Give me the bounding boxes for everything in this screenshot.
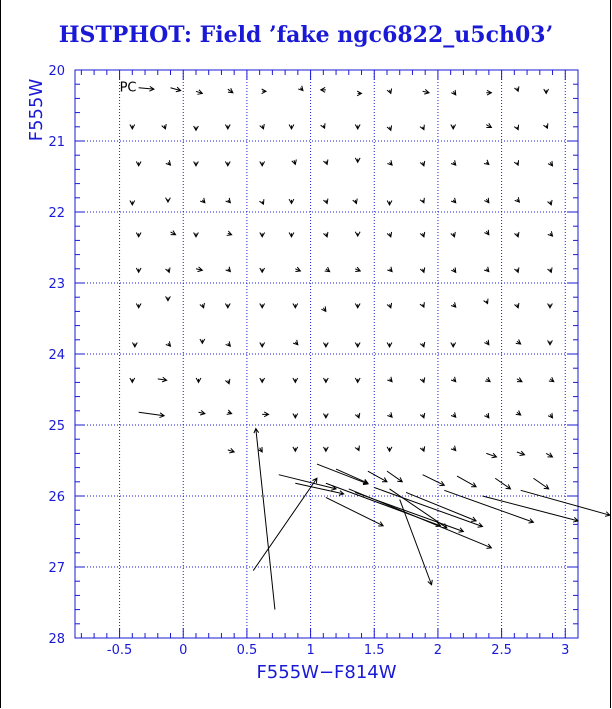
vector-arrow [368,471,387,482]
x-tick-label: 0 [179,643,188,658]
vector-arrow [548,231,553,236]
vector-arrow [517,377,522,381]
vector-arrow [451,446,456,451]
vector-arrow [548,303,553,307]
vector-arrow [387,343,392,347]
vector-arrow [136,232,141,236]
vector-arrow [484,160,489,165]
vector-arrow [543,123,547,128]
vector-arrow [514,86,519,91]
vector-arrow [514,232,519,237]
vector-arrow [336,469,368,484]
vector-arrow [136,268,141,272]
vector-arrow [196,90,202,95]
vector-arrow [457,476,476,487]
vector-arrow [260,161,265,165]
vector-arrow [484,230,489,235]
vector-arrow [484,413,489,418]
vector-arrow [387,412,392,417]
vector-arrow [387,377,392,382]
vector-arrow [321,306,326,311]
x-tick-label: 1.5 [363,643,385,658]
vector-arrow [194,161,199,165]
vector-arrow [387,88,392,93]
vector-arrow [260,343,265,347]
vector-arrow [295,267,300,271]
x-tick-label: 0.5 [236,643,258,658]
vector-arrow [533,478,548,489]
vector-arrow [289,232,294,236]
vector-arrow [420,125,424,130]
vector-arrow [495,478,510,489]
x-axis-label: F555W−F814W [256,662,397,683]
vector-arrow [262,412,268,417]
vector-arrow [136,161,141,165]
vector-arrow [387,447,392,451]
x-tick-label: 2 [433,643,443,658]
vector-arrow [516,411,521,416]
vector-arrow [293,447,298,451]
vector-arrow [323,159,328,164]
vector-arrow [420,342,425,347]
vector-arrow [548,200,553,205]
vector-arrow [420,198,424,203]
vector-arrow [130,378,135,382]
vector-arrow [420,267,425,272]
vector-arrow [451,267,456,272]
vector-arrow [357,91,361,96]
y-tick-label: 28 [48,632,65,647]
vector-arrow [548,161,553,166]
vector-arrow [514,160,518,165]
vector-arrow [260,124,265,129]
vector-arrow [259,199,263,204]
vector-arrow [323,414,328,418]
vector-arrow [451,160,456,165]
y-tick-label: 27 [48,561,65,576]
vector-arrow [355,378,360,382]
vector-arrow [325,267,330,272]
vector-arrow [171,230,176,234]
vector-arrow [451,302,456,307]
vector-arrow [225,125,230,129]
vector-arrow [387,303,392,308]
vector-arrow [514,125,518,130]
vector-arrow [158,377,167,382]
vector-arrow [451,232,456,237]
vector-arrow [548,340,553,344]
vector-arrow [451,412,456,417]
vector-arrow [165,267,170,272]
vector-arrow [298,86,303,91]
y-tick-label: 23 [48,277,65,292]
vector-arrow [420,232,425,237]
vector-arrow [548,413,553,418]
vector-arrow [227,231,232,235]
vector-arrow [292,160,297,165]
x-tick-label: -0.5 [106,643,133,658]
vector-arrow [136,303,141,307]
vector-arrow [484,198,489,203]
vector-arrow [139,412,164,417]
vector-arrow [132,343,137,347]
vector-arrow [260,232,265,236]
x-tick-label: 3 [561,643,570,658]
vector-arrow [400,500,433,585]
vector-arrow [486,123,491,127]
vector-arrow [355,303,360,307]
vector-arrow [420,413,425,418]
vector-arrow [162,124,167,129]
vector-arrow [451,198,456,203]
vector-arrow [171,87,181,92]
vector-arrow [420,446,425,451]
vector-arrow [139,86,154,91]
y-tick-label: 21 [48,135,65,150]
vector-arrow [260,378,265,382]
vector-arrow [387,232,392,237]
vector-arrow [199,410,205,415]
x-tick-label: 1 [306,643,315,658]
vector-arrow [293,378,298,382]
vector-arrow [166,198,171,202]
vector-arrow [130,125,135,129]
vector-arrow [451,90,456,95]
vector-arrow [194,126,199,130]
vector-arrow [420,377,425,382]
vector-arrow [323,447,328,451]
vector-arrow [484,299,488,304]
vector-arrow [420,161,425,166]
vector-arrow [548,267,553,272]
vector-arrow [196,267,202,272]
vector-arrow [515,197,520,202]
vector-arrow [484,340,489,345]
vector-arrow [544,89,549,93]
vector-arrow [387,267,392,272]
vector-arrow [355,267,360,271]
vector-arrow [289,199,294,203]
vector-arrow [225,303,230,307]
vector-arrow [549,377,554,382]
vector-arrow [260,303,265,307]
vector-arrow [423,475,445,486]
vector-arrow [262,89,266,94]
vector-arrow [196,378,201,382]
vector-arrow [546,453,552,457]
vector-arrow [226,198,231,203]
vector-arrow [514,267,519,272]
vector-arrow [486,90,491,95]
vector-arrow [444,490,533,523]
vector-arrow [355,125,360,129]
vector-arrow [387,201,392,205]
vector-arrow [355,446,359,451]
vector-arrow [355,343,360,347]
vector-arrow [514,303,519,308]
vector-arrow [387,160,392,165]
x-tick-label: 2.5 [491,643,512,658]
vector-arrow [166,341,171,346]
vector-arrow [279,475,336,490]
vector-arrow [451,343,456,347]
vector-arrow [387,471,402,482]
vector-arrow [200,339,205,343]
vector-arrow [323,232,328,237]
vector-arrow [451,125,456,129]
vector-arrow [321,123,325,128]
y-tick-label: 22 [48,206,65,221]
vector-arrow [166,296,171,300]
vector-arrow [486,453,496,458]
vector-arrow [451,377,456,382]
vector-arrow [260,268,265,272]
chart-title: HSTPHOT: Field ’fake ngc6822_u5ch03’ [58,22,554,48]
vector-arrow [200,303,205,308]
vector-arrow [293,303,298,307]
vector-arrow [254,429,275,610]
vector-arrow [293,340,298,345]
vector-arrow [227,410,232,414]
vector-arrow [289,125,294,129]
vector-arrow [228,448,234,453]
vector-arrow [130,201,135,205]
vector-arrow [355,158,360,162]
panel-label: PC [119,80,137,96]
vector-arrow [226,341,231,346]
vector-arrow [420,302,424,307]
vector-arrow [517,451,525,455]
vector-arrow [516,340,521,345]
y-axis-label: F555W [26,78,47,142]
y-tick-label: 26 [48,490,65,505]
vector-arrow [317,464,368,485]
vector-arrow [226,267,231,272]
vector-arrow [355,413,360,418]
vector-arrow [323,343,328,347]
vector-arrow [484,267,489,272]
vector-arrow [228,88,233,92]
vector-arrow [387,125,392,130]
vector-arrow [225,379,230,384]
vector-arrow [323,199,328,204]
vector-arrow [200,198,205,203]
y-tick-label: 24 [48,348,65,363]
vector-arrow [166,160,171,165]
vector-arrow [355,232,360,236]
vector-arrow [353,199,358,204]
y-tick-label: 25 [48,419,65,434]
vector-arrow [293,414,298,418]
vector-arrow [485,377,490,382]
vector-arrow [194,232,199,236]
y-tick-label: 20 [48,64,65,79]
vector-arrow [521,490,610,516]
vector-arrow [423,89,429,94]
vector-arrow [321,87,326,92]
vector-arrow [225,161,230,165]
vector-arrow [323,378,328,382]
